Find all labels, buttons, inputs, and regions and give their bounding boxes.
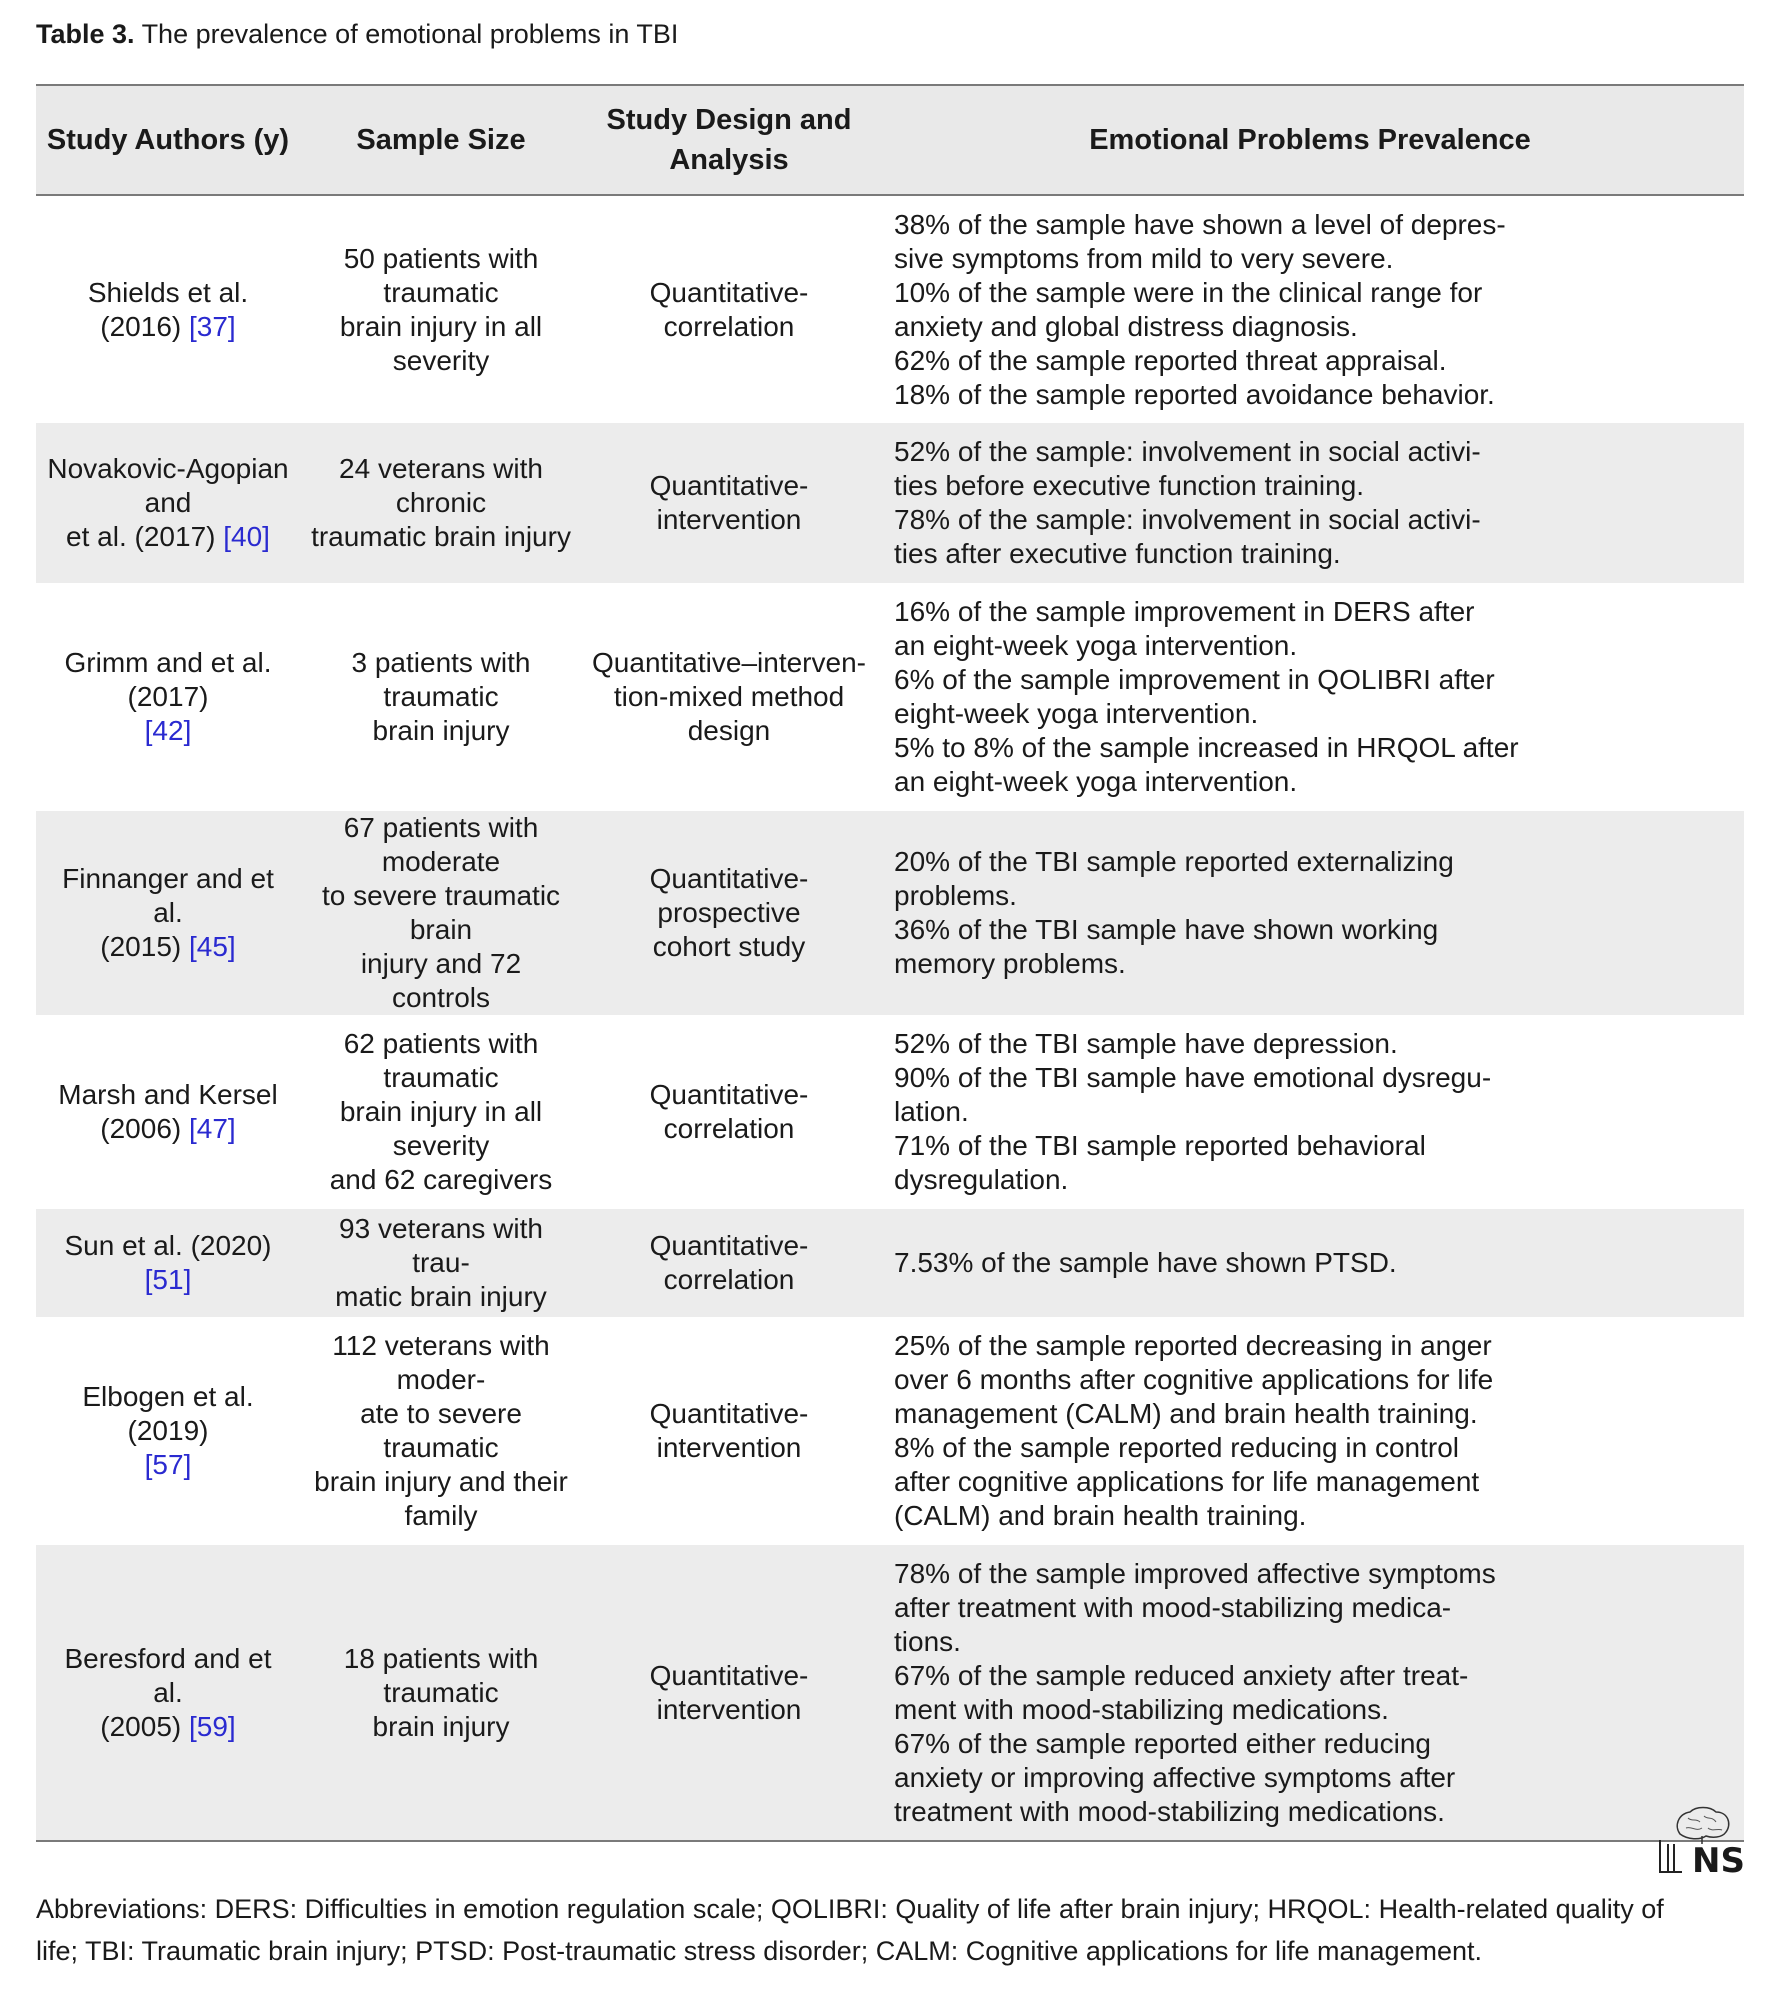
table-row [36, 423, 1744, 583]
cell-sample-size [300, 1545, 582, 1841]
design-line: Quantitative-prospective [649, 863, 809, 928]
author-line [46, 276, 290, 344]
cell-prevalence [876, 811, 1744, 1015]
table-row [36, 583, 1744, 811]
prevalence-line: an eight-week yoga intervention. [894, 766, 1298, 797]
header-line: Study Design and [606, 104, 852, 136]
author-line [46, 930, 290, 964]
cell-prevalence [876, 583, 1744, 811]
prevalence-line: 67% of the sample reduced anxiety after treat- [894, 1659, 1469, 1691]
header-line: Sample Size [356, 124, 526, 156]
cell-study-authors [36, 1209, 300, 1317]
author-line [46, 714, 290, 748]
cell-prevalence [876, 423, 1744, 583]
sample-line: 18 patients with traumatic [343, 1642, 539, 1708]
design-line: tion-mixed method design [613, 681, 845, 746]
prevalence-line: 7.53% of the sample have shown PTSD. [894, 1247, 1397, 1278]
reference-link[interactable]: [40] [223, 521, 270, 552]
prevalence-line: management (CALM) and brain health training. [894, 1398, 1478, 1429]
cell-prevalence [876, 1545, 1744, 1841]
abbreviations-footnote [36, 1888, 1748, 1972]
author-text: (2005) [100, 1710, 189, 1742]
prevalence-line: 20% of the TBI sample reported externalizing [894, 846, 1454, 877]
author-text: Beresford and et al. [64, 1642, 272, 1708]
prevalence-line: an eight-week yoga intervention. [894, 630, 1298, 661]
reference-link[interactable]: [51] [144, 1264, 192, 1295]
prevalence-line: 18% of the sample reported avoidance behavior. [894, 378, 1495, 410]
prevalence-line: 78% of the sample: involvement in social activi- [894, 504, 1481, 535]
logo-text: NS [1692, 1841, 1745, 1876]
cell-sample-size [300, 423, 582, 583]
prevalence-line: 38% of the sample have shown a level of depres- [894, 208, 1506, 240]
author-text: Elbogen et al. (2019) [82, 1381, 254, 1446]
cell-study-authors [36, 423, 300, 583]
prevalence-line: dysregulation. [894, 1164, 1069, 1195]
prevalence-line: 25% of the sample reported decreasing in anger [894, 1330, 1492, 1361]
cell-study-authors [36, 811, 300, 1015]
prevalence-line: lation. [894, 1096, 969, 1127]
author-line [46, 1642, 290, 1710]
prevalence-line: treatment with mood-stabilizing medications. [894, 1795, 1445, 1827]
sample-line: brain injury and their [314, 1466, 568, 1497]
table-title: The prevalence of emotional problems in TBI [141, 19, 679, 49]
prevalence-line: 67% of the sample reported either reducing [894, 1727, 1431, 1759]
cell-study-authors [36, 583, 300, 811]
sample-line: family [404, 1500, 478, 1531]
table-row [36, 1545, 1744, 1841]
prevalence-line: 6% of the sample improvement in QOLIBRI after [894, 664, 1495, 695]
cell-sample-size [300, 811, 582, 1015]
header-study-authors [36, 85, 300, 195]
author-text: Sun et al. (2020) [64, 1230, 272, 1261]
prevalence-line: anxiety and global distress diagnosis. [894, 310, 1358, 342]
cell-study-design [582, 423, 876, 583]
cell-sample-size [300, 195, 582, 423]
prevalence-line: 10% of the sample were in the clinical range for [894, 276, 1483, 308]
design-line: Quantitative–interven- [592, 647, 866, 678]
sample-line: matic brain injury [335, 1281, 547, 1312]
prevalence-line: over 6 months after cognitive applications for life [894, 1364, 1494, 1395]
cell-sample-size [300, 1015, 582, 1209]
journal-logo [1652, 1804, 1748, 1876]
prevalence-line: 52% of the sample: involvement in social activi- [894, 436, 1481, 467]
prevalence-line: after treatment with mood-stabilizing medica- [894, 1591, 1452, 1623]
author-line [46, 1229, 290, 1297]
cell-study-design [582, 195, 876, 423]
author-text: Finnanger and et al. [62, 863, 274, 928]
prevalence-table [36, 84, 1744, 1842]
cell-study-authors [36, 1015, 300, 1209]
header-line: Emotional Problems Prevalence [1089, 124, 1531, 156]
prevalence-line: ties after executive function training. [894, 538, 1341, 569]
prevalence-line: sive symptoms from mild to very severe. [894, 242, 1394, 274]
design-line: Quantitative-correlation [649, 1230, 809, 1295]
prevalence-line: 36% of the TBI sample have shown working [894, 914, 1439, 945]
header-line: Study Authors (y) [46, 124, 290, 156]
sample-line: injury and 72 controls [360, 948, 522, 1013]
sample-line: to severe traumatic brain [321, 880, 561, 945]
prevalence-line: 62% of the sample reported threat appraisal. [894, 344, 1447, 376]
prevalence-line: (CALM) and brain health training. [894, 1500, 1307, 1531]
reference-link[interactable]: [45] [189, 931, 236, 962]
cell-prevalence [876, 1209, 1744, 1317]
table-row [36, 1317, 1744, 1545]
author-text: Grimm and et al. (2017) [64, 647, 272, 712]
reference-link[interactable]: [47] [189, 1113, 236, 1144]
footnote-line: life; TBI: Traumatic brain injury; PTSD: Post-traumatic stress disorder; CALM: Cognitive applications for life management. [36, 1936, 1483, 1966]
author-line [46, 1448, 290, 1482]
reference-link[interactable]: [57] [144, 1449, 192, 1480]
header-prevalence [876, 85, 1744, 195]
sample-line: and 62 caregivers [329, 1164, 553, 1195]
cell-study-design [582, 1545, 876, 1841]
prevalence-line: tions. [894, 1625, 961, 1657]
author-line [46, 862, 290, 930]
cell-prevalence [876, 195, 1744, 423]
author-line [46, 1078, 290, 1112]
author-text: Marsh and Kersel [58, 1079, 278, 1110]
cell-study-design [582, 1317, 876, 1545]
sample-line: 62 patients with traumatic [343, 1028, 539, 1093]
cell-sample-size [300, 583, 582, 811]
cell-sample-size [300, 1317, 582, 1545]
footnote-line: Abbreviations: DERS: Difficulties in emotion regulation scale; QOLIBRI: Quality of life after brain injury; HRQOL: Health-related quality of [36, 1894, 1664, 1924]
design-line: Quantitative-intervention [649, 470, 809, 535]
author-line [46, 646, 290, 714]
prevalence-line: 90% of the TBI sample have emotional dysregu- [894, 1062, 1492, 1093]
reference-link[interactable]: [42] [144, 715, 192, 746]
cell-study-authors [36, 195, 300, 423]
author-text: (2006) [100, 1113, 189, 1144]
prevalence-line: ties before executive function training. [894, 470, 1365, 501]
sample-line: brain injury [372, 1710, 510, 1742]
reference-link[interactable]: [59] [189, 1710, 236, 1742]
sample-line: brain injury [372, 715, 510, 746]
sample-line: ate to severe traumatic [360, 1398, 522, 1463]
sample-line: brain injury in all severity [339, 1096, 543, 1161]
design-line: Quantitative-intervention [649, 1659, 809, 1725]
table-body [36, 195, 1744, 1841]
author-line [46, 1710, 290, 1744]
author-text: Shields et al. (2016) [87, 276, 249, 342]
author-text: et al. (2017) [66, 521, 224, 552]
prevalence-line: 78% of the sample improved affective symptoms [894, 1557, 1496, 1589]
author-line [46, 1112, 290, 1146]
prevalence-line: 8% of the sample reported reducing in control [894, 1432, 1459, 1463]
table-row [36, 811, 1744, 1015]
cell-study-authors [36, 1317, 300, 1545]
sample-line: 93 veterans with trau- [339, 1213, 543, 1278]
cell-sample-size [300, 1209, 582, 1317]
header-line: Analysis [669, 144, 789, 176]
prevalence-line: memory problems. [894, 948, 1126, 979]
design-line: Quantitative-correlation [649, 1079, 809, 1144]
sample-line: 24 veterans with chronic [339, 453, 543, 518]
prevalence-line: 71% of the TBI sample reported behavioral [894, 1130, 1426, 1161]
prevalence-line: after cognitive applications for life management [894, 1466, 1480, 1497]
cell-study-design [582, 583, 876, 811]
header-study-design [582, 85, 876, 195]
table-row [36, 1015, 1744, 1209]
author-line [46, 520, 290, 554]
author-line [46, 452, 290, 520]
prevalence-line: anxiety or improving affective symptoms after [894, 1761, 1456, 1793]
cell-study-design [582, 1015, 876, 1209]
sample-line: 112 veterans with moder- [332, 1330, 550, 1395]
table-header-row [36, 85, 1744, 195]
table-label: Table 3. [36, 19, 135, 49]
prevalence-line: problems. [894, 880, 1017, 911]
author-text: Novakovic-Agopian and [47, 453, 289, 518]
sample-line: 67 patients with moderate [343, 812, 539, 877]
prevalence-line: 52% of the TBI sample have depression. [894, 1028, 1398, 1059]
prevalence-line: eight-week yoga intervention. [894, 698, 1259, 729]
header-sample-size [300, 85, 582, 195]
reference-link[interactable]: [37] [189, 310, 236, 342]
table-caption [36, 14, 678, 54]
prevalence-line: 5% to 8% of the sample increased in HRQOL after [894, 732, 1519, 763]
author-line [46, 1380, 290, 1448]
table-row [36, 195, 1744, 423]
design-line: cohort study [652, 931, 806, 962]
sample-line: 50 patients with traumatic [343, 242, 539, 308]
prevalence-line: ment with mood-stabilizing medications. [894, 1693, 1389, 1725]
sample-line: brain injury in all severity [339, 310, 543, 376]
cell-study-design [582, 811, 876, 1015]
table-row [36, 1209, 1744, 1317]
sample-line: traumatic brain injury [311, 521, 571, 552]
author-text: (2015) [100, 931, 189, 962]
design-line: Quantitative-intervention [649, 1398, 809, 1463]
cell-study-design [582, 1209, 876, 1317]
cell-study-authors [36, 1545, 300, 1841]
design-line: Quantitative-correlation [649, 276, 809, 342]
prevalence-line: 16% of the sample improvement in DERS after [894, 596, 1475, 627]
sample-line: 3 patients with traumatic [351, 647, 531, 712]
cell-prevalence [876, 1015, 1744, 1209]
cell-prevalence [876, 1317, 1744, 1545]
